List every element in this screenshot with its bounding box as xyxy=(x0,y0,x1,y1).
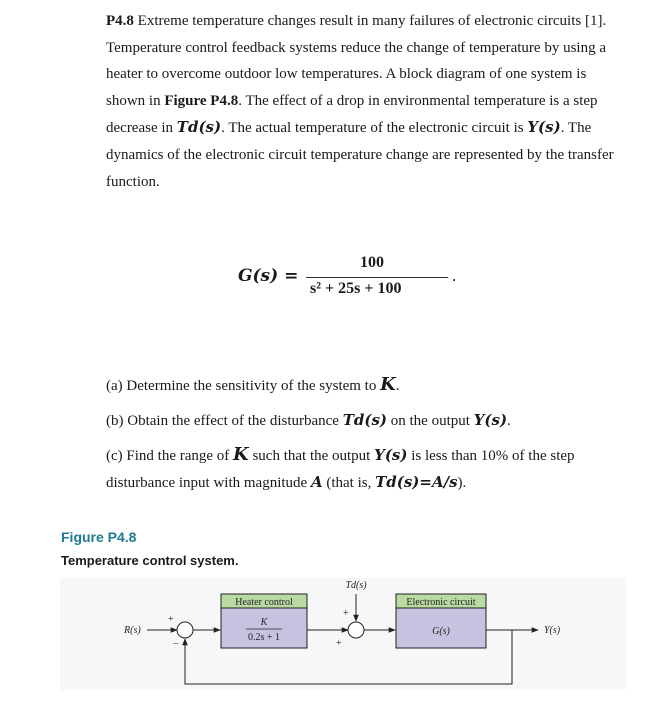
diagram-background xyxy=(60,578,626,690)
transfer-function-equation xyxy=(238,252,478,302)
problem-text-3: . The actual temperature of the electronic circuit is xyxy=(221,120,528,137)
output-symbol: Y(s) xyxy=(527,118,561,137)
part-b-end: . xyxy=(507,413,511,429)
part-c-mid-1: such that the output xyxy=(248,448,375,464)
heater-title: Heater control xyxy=(235,597,293,608)
disturbance-label: Td(s) xyxy=(345,580,367,591)
part-c-end: ). xyxy=(457,475,467,491)
sum2-top-plus-sign: + xyxy=(343,608,349,619)
summing-junction-2 xyxy=(348,622,364,638)
input-label: R(s) xyxy=(124,625,141,636)
figure-reference: Figure P4.8 xyxy=(164,92,239,109)
block-diagram xyxy=(60,578,626,690)
heater-control-block xyxy=(221,594,307,648)
summing-junction-1 xyxy=(177,622,193,638)
equation-numerator: 100 xyxy=(360,254,384,271)
problem-text-2: . The effect of a drop in environmental temperature is a step decrease in xyxy=(106,92,598,137)
figure-title: Figure P4.8 xyxy=(61,529,137,545)
disturbance-symbol: Td(s) xyxy=(176,118,222,137)
problem-text-4: . The dynamics of the electronic circuit temperature change are represented by the transfer function. xyxy=(106,120,614,190)
sum1-minus-sign: − xyxy=(173,639,179,650)
question-part-b xyxy=(106,407,626,434)
sum1-plus-sign: + xyxy=(168,614,174,625)
problem-id: P4.8 xyxy=(106,13,134,29)
part-a-end: . xyxy=(395,378,400,394)
equation-denominator: s² + 25s + 100 xyxy=(310,280,402,297)
heater-denominator: 0.2s + 1 xyxy=(247,632,281,643)
part-c-mid-3: (that is, xyxy=(322,475,376,491)
output-label: Y(s) xyxy=(544,625,561,636)
part-b-mid: on the output xyxy=(387,413,474,429)
question-part-a xyxy=(106,372,626,399)
part-b-disturbance: Td(s) xyxy=(342,411,388,429)
circuit-title: Electronic circuit xyxy=(406,597,476,608)
part-c-step-expression: Td(s)=A/s xyxy=(375,473,458,491)
part-a-variable: K xyxy=(380,374,396,395)
sum2-left-plus-sign: + xyxy=(336,638,342,649)
part-c-text: (c) Find the range of xyxy=(106,448,234,464)
circuit-transfer-function: G(s) xyxy=(432,626,450,637)
electronic-circuit-block xyxy=(396,594,486,648)
equation-trail: . xyxy=(452,266,457,285)
question-part-c xyxy=(106,442,626,496)
heater-numerator: K xyxy=(260,617,268,628)
figure-caption: Temperature control system. xyxy=(61,553,239,568)
part-a-text: (a) Determine the sensitivity of the system to xyxy=(106,378,381,394)
fraction-bar xyxy=(306,277,448,278)
problem-text-1: Extreme temperature changes result in many failures of electronic circuits [1]. Temperature control feedback systems reduce the change of temperature by using a heater to overcome outdoor low temperatures. A block diagram of one system is shown in xyxy=(106,13,607,109)
part-b-text: (b) Obtain the effect of the disturbance xyxy=(106,413,343,429)
part-c-gain: K xyxy=(233,444,249,465)
part-b-output: Y(s) xyxy=(473,411,508,429)
part-c-magnitude: A xyxy=(310,473,323,491)
problem-statement xyxy=(106,8,626,195)
part-c-mid-2: is less than 10% of the step disturbance input with magnitude xyxy=(106,448,575,491)
part-c-output: Y(s) xyxy=(374,446,408,464)
equation-lhs: G(s) = xyxy=(238,266,299,286)
